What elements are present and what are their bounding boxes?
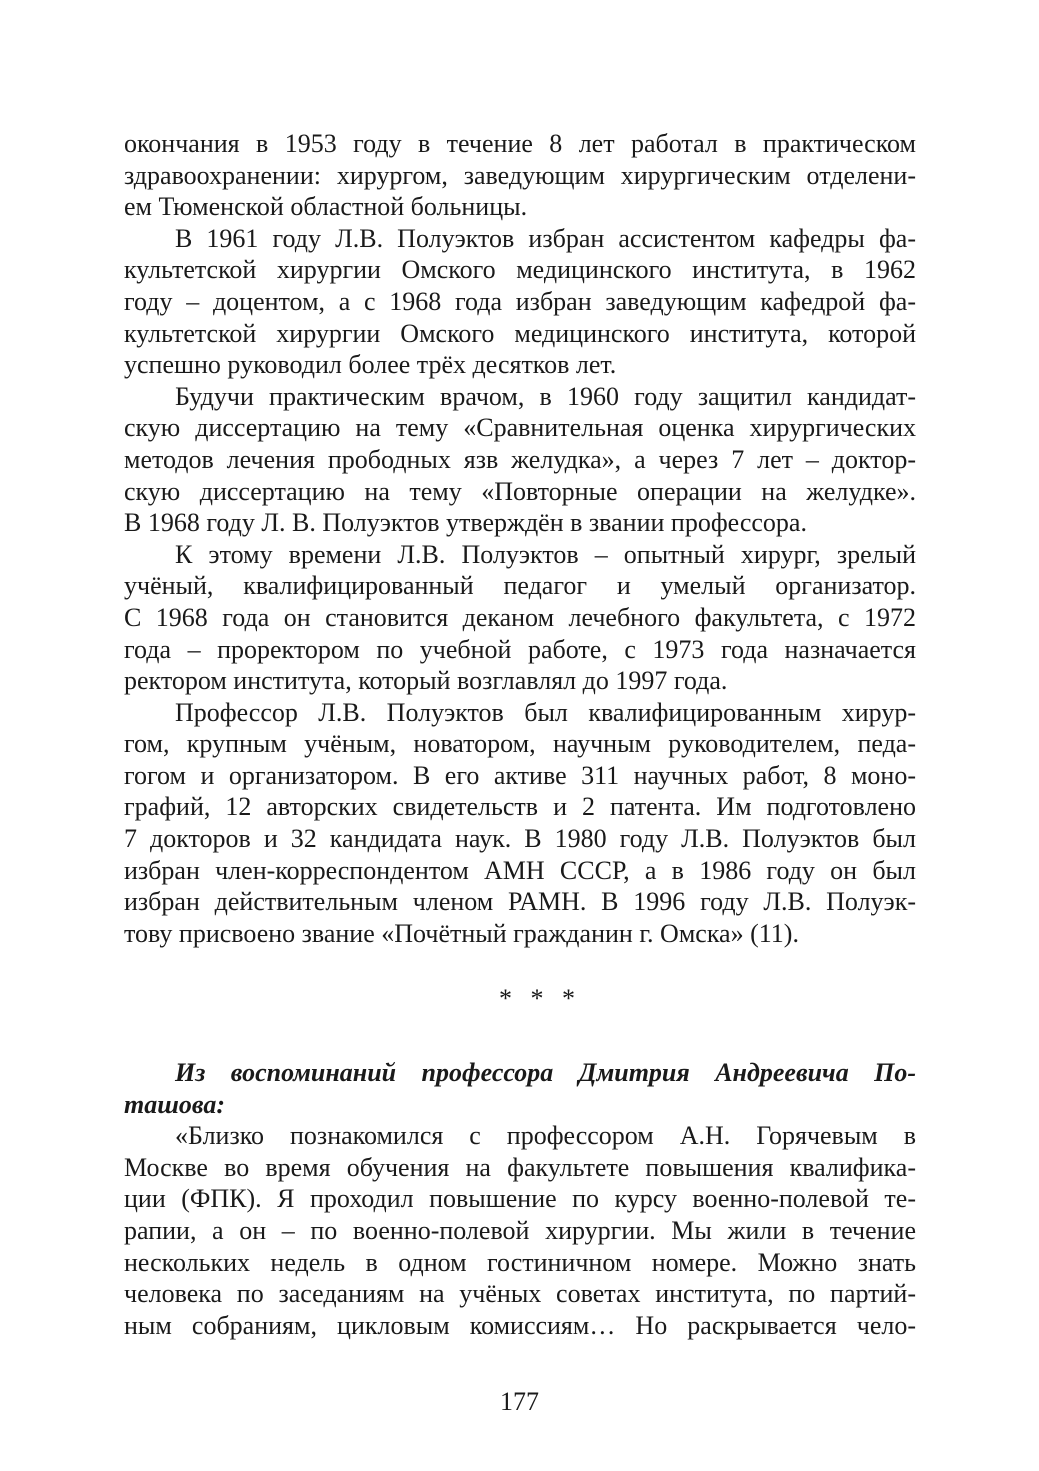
text-line: В 1968 году Л. В. Полуэктов утверждён в звании профессора.	[124, 508, 807, 538]
heading-line: ташова:	[124, 1089, 225, 1119]
text-line: ным собраниям, цикловым комиссиям… Но раскрывается чело-	[124, 1310, 916, 1340]
text-line: В 1961 году Л.В. Полуэктов избран ассистентом кафедры фа-	[175, 223, 916, 253]
page-body	[124, 128, 916, 1341]
text-line: ции (ФПК). Я проходил повышение по курсу военно-полевой те-	[124, 1184, 916, 1214]
text-line: ем Тюменской областной больницы.	[124, 192, 528, 222]
paragraph-2	[124, 223, 916, 381]
paragraph-1	[124, 128, 916, 223]
text-line: 7 докторов и 32 кандидата наук. В 1980 году Л.В. Полуэктов был	[124, 824, 916, 854]
text-line: скую диссертацию на тему «Сравнительная оценка хирургических	[124, 413, 916, 443]
text-line: методов лечения прободных язв желудка», а через 7 лет – доктор-	[124, 444, 916, 474]
text-line: здравоохранении: хирургом, заведующим хирургическим отделени-	[124, 160, 916, 190]
text-line: Будучи практическим врачом, в 1960 году защитил кандидат-	[175, 381, 916, 411]
text-line: К этому времени Л.В. Полуэктов – опытный хирург, зрелый	[175, 539, 916, 569]
heading-line: Из воспоминаний профессора Дмитрия Андреевича По-	[175, 1058, 916, 1088]
text-line: учёный, квалифицированный педагог и умелый организатор.	[124, 571, 916, 601]
quote-paragraph	[124, 1120, 916, 1341]
text-line: нескольких недель в одном гостиничном номере. Можно знать	[124, 1247, 916, 1277]
text-line: рапии, а он – по военно-полевой хирургии. Мы жили в течение	[124, 1216, 916, 1245]
paragraph-4	[124, 539, 916, 697]
text-line: гогом и организатором. В его активе 311 научных работ, 8 моно-	[124, 760, 916, 790]
text-line: культетской хирургии Омского медицинского института, которой	[124, 318, 916, 348]
text-line: избран член-корреспондентом АМН СССР, а в 1986 году он был	[124, 855, 916, 885]
text-line: успешно руководил более трёх десятков лет.	[124, 350, 617, 380]
paragraph-3	[124, 381, 916, 539]
text-line: Профессор Л.В. Полуэктов был квалифицированным хирур-	[175, 697, 916, 727]
text-line: «Близко познакомился с профессором А.Н. Горячевым в	[175, 1121, 916, 1151]
text-line: С 1968 года он становится деканом лечебного факультета, с 1972	[124, 602, 916, 632]
text-line: графий, 12 авторских свидетельств и 2 патента. Им подготовлено	[124, 792, 916, 822]
text-line: культетской хирургии Омского медицинского института, в 1962	[124, 255, 916, 285]
section-separator: * * *	[499, 984, 581, 1014]
text-line: ректором института, который возглавлял до 1997 года.	[124, 666, 728, 696]
paragraph-5	[124, 697, 916, 950]
text-line: скую диссертацию на тему «Повторные операции на желудке».	[124, 476, 916, 506]
text-line: окончания в 1953 году в течение 8 лет работал в практическом	[124, 129, 916, 158]
page-number: 177	[500, 1387, 539, 1416]
text-line: человека по заседаниям на учёных советах института, по партий-	[124, 1279, 916, 1309]
text-line: тову присвоено звание «Почётный гражданин г. Омска» (11).	[124, 918, 799, 948]
text-line: году – доцентом, а с 1968 года избран заведующим кафедрой фа-	[124, 286, 916, 316]
text-line: Москве во время обучения на факультете повышения квалифика-	[124, 1152, 916, 1182]
section-heading	[124, 1057, 916, 1120]
text-line: года – проректором по учебной работе, с 1973 года назначается	[124, 634, 916, 664]
text-line: избран действительным членом РАМН. В 1996 году Л.В. Полуэк-	[124, 887, 916, 917]
text-line: гом, крупным учёным, новатором, научным руководителем, педа-	[124, 729, 916, 759]
